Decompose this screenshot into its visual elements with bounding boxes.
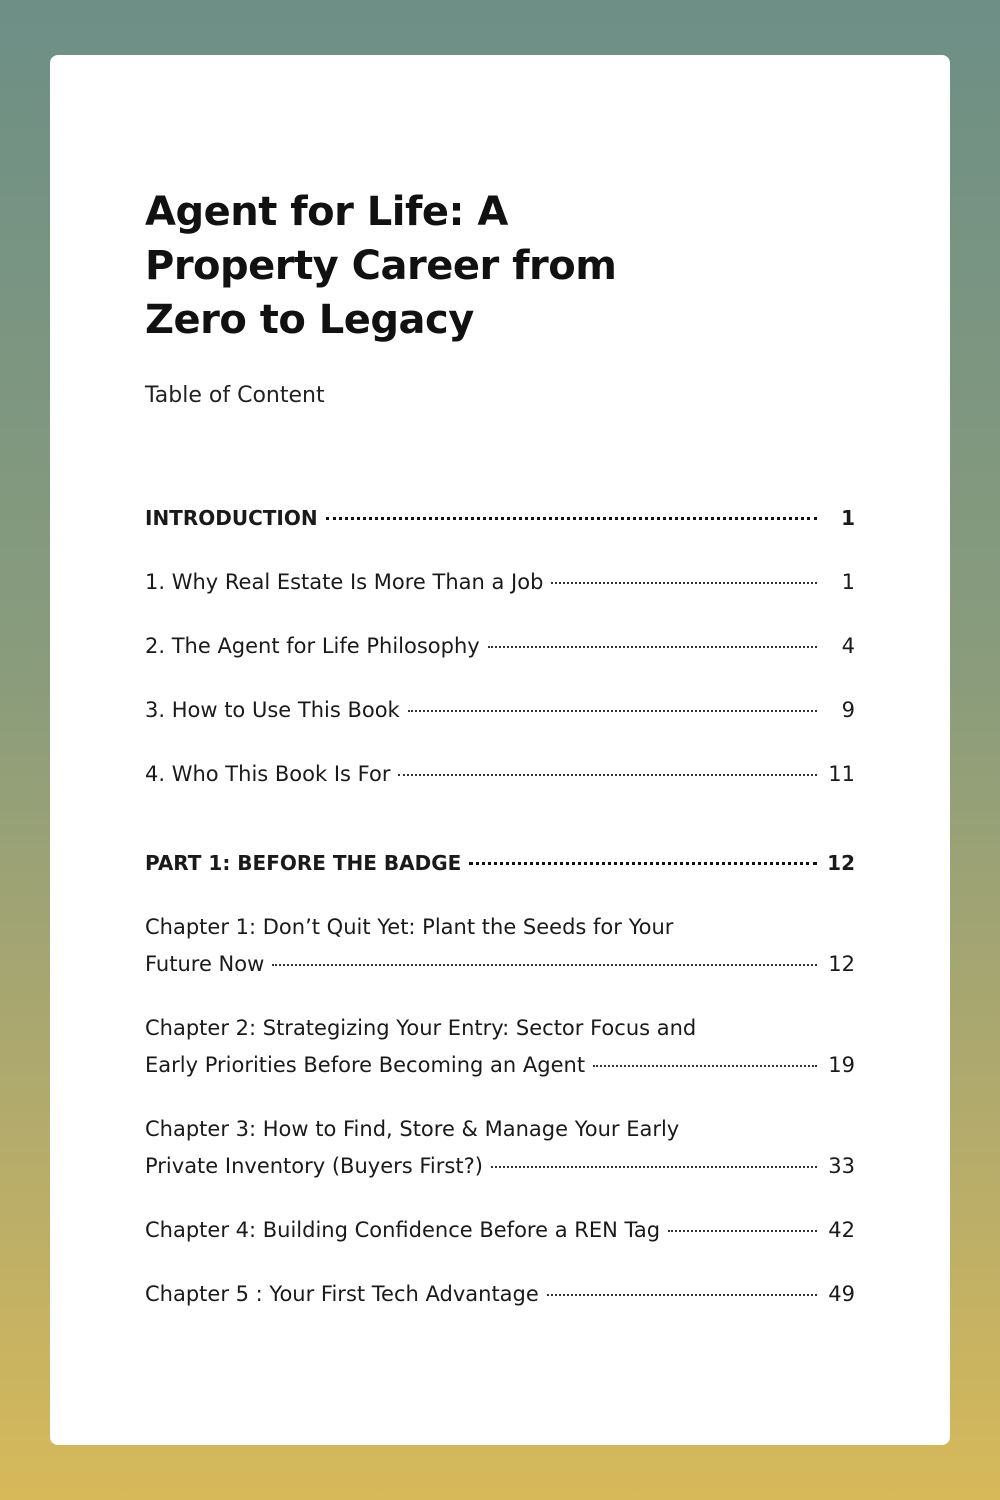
toc-entry[interactable] — [145, 628, 855, 665]
toc-entry-label: 1. Why Real Estate Is More Than a Job — [145, 570, 544, 594]
toc-page-number: 12 — [828, 952, 855, 976]
toc-entry-label: Future Now — [145, 952, 265, 976]
dot-leader — [551, 582, 817, 584]
book-title-line: Agent for Life: A — [145, 189, 508, 235]
toc-entry-label: 4. Who This Book Is For — [145, 762, 391, 786]
toc-entry[interactable] — [145, 692, 855, 729]
toc-entry-chapter-2[interactable] — [145, 1010, 855, 1084]
toc-entry-label: Private Inventory (Buyers First?) — [145, 1154, 483, 1178]
dot-leader — [491, 1166, 817, 1168]
dot-leader — [272, 964, 817, 966]
toc-entry-label: 2. The Agent for Life Philosophy — [145, 634, 480, 658]
dot-leader — [469, 862, 817, 865]
toc-entry-chapter-4[interactable] — [145, 1212, 855, 1249]
toc-heading-introduction[interactable] — [145, 500, 855, 537]
toc-entry-label: Chapter 5 : Your First Tech Advantage — [145, 1282, 539, 1306]
dot-leader — [547, 1294, 817, 1296]
book-title-line: Property Career from — [145, 243, 617, 289]
book-title-line: Zero to Legacy — [145, 297, 474, 343]
toc-page-number: 19 — [828, 1053, 855, 1077]
toc-page-number: 9 — [841, 698, 855, 722]
toc-page-number: 33 — [828, 1154, 855, 1178]
toc-entry-label: Early Priorities Before Becoming an Agent — [145, 1053, 586, 1077]
toc-page-number: 4 — [841, 634, 855, 658]
toc-entry-label-line: Chapter 3: How to Find, Store & Manage Your Early — [145, 1117, 680, 1141]
dot-leader — [593, 1065, 817, 1067]
toc-page-number: 12 — [827, 851, 855, 875]
toc-entry-label: 3. How to Use This Book — [145, 698, 400, 722]
dot-leader — [488, 646, 817, 648]
toc-subtitle: Table of Content — [145, 383, 325, 408]
toc-page-number: 42 — [828, 1218, 855, 1242]
dot-leader — [326, 517, 817, 520]
dot-leader — [408, 710, 817, 712]
dot-leader — [668, 1230, 817, 1232]
document-page — [50, 55, 950, 1445]
toc-entry-label: INTRODUCTION — [145, 506, 318, 530]
toc-page-number: 1 — [841, 506, 855, 530]
toc-entry-chapter-3[interactable] — [145, 1111, 855, 1185]
toc-entry[interactable] — [145, 756, 855, 793]
book-title — [145, 185, 665, 347]
toc-entry-chapter-5[interactable] — [145, 1276, 855, 1313]
toc-page-number: 11 — [828, 762, 855, 786]
toc-entry-chapter-1[interactable] — [145, 909, 855, 983]
toc-entry-label: PART 1: BEFORE THE BADGE — [145, 851, 462, 875]
toc-entry-label-line: Chapter 1: Don’t Quit Yet: Plant the Seeds for Your — [145, 915, 674, 939]
toc-heading-part-1[interactable] — [145, 845, 855, 882]
toc-page-number: 49 — [828, 1282, 855, 1306]
toc-entry-label: Chapter 4: Building Confidence Before a REN Tag — [145, 1218, 661, 1242]
dot-leader — [398, 774, 817, 776]
toc-page-number: 1 — [841, 570, 855, 594]
toc-entry[interactable] — [145, 564, 855, 601]
toc-entry-label-line: Chapter 2: Strategizing Your Entry: Sector Focus and — [145, 1016, 697, 1040]
